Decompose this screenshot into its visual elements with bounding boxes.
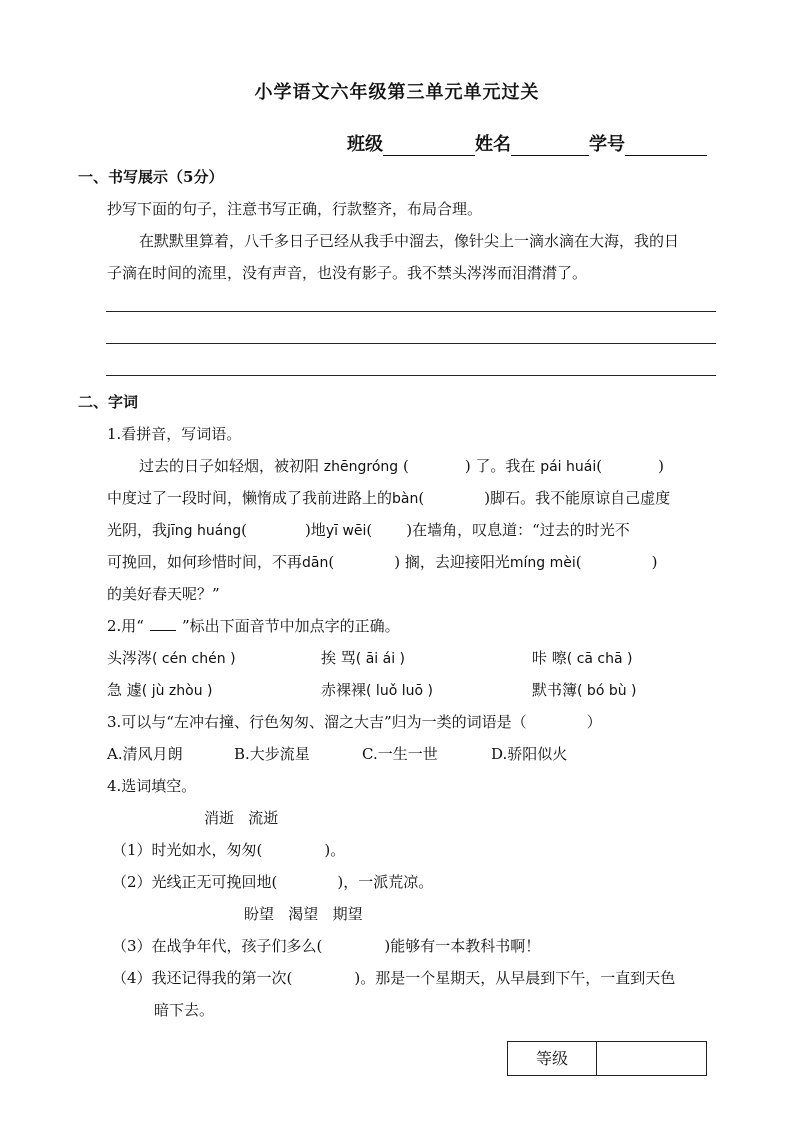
name-field[interactable] bbox=[511, 137, 589, 156]
q1-title: 1.看拼音，写词语。 bbox=[107, 425, 242, 443]
id-field[interactable] bbox=[625, 137, 707, 156]
q4-sentence-1: （1）时光如水，匆匆( )。 bbox=[112, 841, 346, 859]
q1-line-5: 的美好春天呢？” bbox=[107, 585, 220, 603]
q1-line-2: 中度过了一段时间，懒惰成了我前进路上的bàn( )脚石。我不能原谅自己虚度 bbox=[107, 489, 671, 507]
grade-field[interactable] bbox=[597, 1042, 706, 1075]
pinyin: jīng huáng bbox=[167, 523, 242, 539]
q2-item: 默书簿( bó bù ) bbox=[532, 681, 637, 699]
q3-option-c[interactable]: C.一生一世 bbox=[362, 745, 438, 763]
id-label: 学号 bbox=[589, 134, 625, 155]
q4-sentence-3: （3）在战争年代，孩子们多么( )能够有一本教科书啊！ bbox=[112, 937, 541, 955]
class-label: 班级 bbox=[347, 134, 383, 155]
class-field[interactable] bbox=[383, 137, 475, 156]
q4-sentence-4: （4）我还记得我的第一次( )。那是一个星期天，从早晨到下午，一直到天色 bbox=[112, 969, 676, 987]
pinyin: zhēngróng bbox=[323, 459, 399, 475]
q3-option-d[interactable]: D.骄阳似火 bbox=[491, 745, 568, 763]
q2-item: 头涔涔( cén chén ) bbox=[107, 649, 236, 667]
section2-heading: 二、字词 bbox=[78, 393, 139, 411]
q2-item: 挨 骂( āi ái ) bbox=[321, 649, 405, 667]
q4-word-bank-2: 盼望 渴望 期望 bbox=[244, 905, 363, 923]
page-title: 小学语文六年级第三单元单元过关 bbox=[254, 82, 540, 103]
pinyin: dān bbox=[302, 555, 329, 571]
q4-title: 4.选词填空。 bbox=[107, 777, 197, 795]
passage-line-1: 在默默里算着，八千多日子已经从我手中溜去，像针尖上一滴水滴在大海，我的日 bbox=[139, 232, 680, 250]
q4-sentence-2: （2）光线正无可挽回地( )，一派荒凉。 bbox=[112, 873, 434, 891]
passage-line-2: 子滴在时间的流里，没有声音，也没有影子。我不禁头涔涔而泪潸潸了。 bbox=[107, 264, 588, 282]
name-label: 姓名 bbox=[475, 134, 511, 155]
writing-line-1[interactable] bbox=[106, 311, 716, 312]
writing-line-2[interactable] bbox=[106, 343, 716, 344]
q1-line-3: 光阴，我jīng huáng( )地yī wēi( )在墙角，叹息道：“过去的时光不 bbox=[107, 521, 630, 539]
q4-sentence-4-cont: 暗下去。 bbox=[154, 1001, 215, 1019]
pinyin: bàn bbox=[392, 491, 419, 507]
q2-item: 急 遽( jù zhòu ) bbox=[107, 681, 213, 699]
q2-item: 咔 嚓( cā chā ) bbox=[532, 649, 633, 667]
q3-option-a[interactable]: A.清风月朗 bbox=[107, 745, 183, 763]
q1-line-1: 过去的日子如轻烟，被初阳 zhēngróng ( ) 了。我在 pái huái( ) bbox=[139, 457, 664, 475]
q3-option-b[interactable]: B.大步流星 bbox=[234, 745, 310, 763]
grade-box bbox=[507, 1041, 707, 1076]
q1-line-4: 可挽回，如何珍惜时间，不再dān( ) 搁，去迎接阳光míng mèi( ) bbox=[107, 553, 658, 571]
pinyin: míng mèi bbox=[509, 555, 576, 571]
pinyin: pái huái bbox=[540, 459, 597, 475]
section1-instruction: 抄写下面的句子，注意书写正确，行款整齐，布局合理。 bbox=[107, 200, 483, 218]
underline-mark bbox=[150, 618, 176, 631]
student-info bbox=[347, 130, 707, 156]
q2-title: 2.用“ ”标出下面音节中加点字的正确。 bbox=[107, 617, 400, 635]
q2-item: 赤裸裸( luǒ luō ) bbox=[321, 681, 433, 699]
q4-word-bank-1: 消逝 流逝 bbox=[204, 809, 279, 827]
pinyin: yī wēi bbox=[325, 523, 367, 539]
writing-line-3[interactable] bbox=[106, 375, 716, 376]
q3-stem: 3.可以与“左冲右撞、行色匆匆、溜之大吉”归为一类的词语是（ ） bbox=[107, 713, 602, 731]
section1-heading: 一、书写展示（5分） bbox=[78, 168, 224, 186]
grade-label: 等级 bbox=[508, 1042, 597, 1075]
